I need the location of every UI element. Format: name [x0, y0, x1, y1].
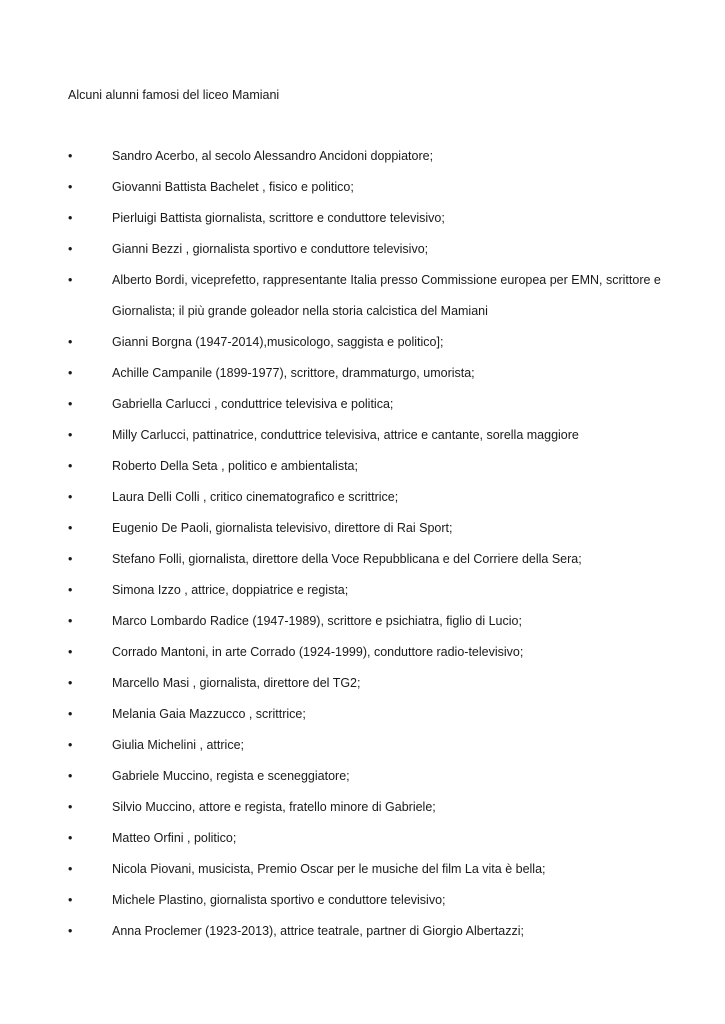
- list-item-text: Giulia Michelini , attrice;: [112, 738, 244, 752]
- bullet-icon: •: [68, 769, 73, 783]
- list-item-text: Pierluigi Battista giornalista, scrittore e conduttore televisivo;: [112, 211, 445, 225]
- list-item-text: Giovanni Battista Bachelet , fisico e politico;: [112, 180, 354, 194]
- list-item-text: Nicola Piovani, musicista, Premio Oscar per le musiche del film La vita è bella;: [112, 862, 546, 876]
- bullet-icon: •: [68, 614, 73, 628]
- list-item: [0, 239, 725, 270]
- list-item-text: Gabriella Carlucci , conduttrice televisiva e politica;: [112, 397, 394, 411]
- list-item-text: Stefano Folli, giornalista, direttore della Voce Repubblicana e del Corriere della Sera;: [112, 552, 582, 566]
- bullet-icon: •: [68, 676, 73, 690]
- list-item: [0, 611, 725, 642]
- bullet-icon: •: [68, 490, 73, 504]
- list-item: [0, 363, 725, 394]
- list-item-text: [112, 270, 672, 321]
- bullet-icon: •: [68, 738, 73, 752]
- list-item-text: Silvio Muccino, attore e regista, fratello minore di Gabriele;: [112, 800, 436, 814]
- bullet-icon: •: [68, 211, 73, 225]
- list-item-text: Milly Carlucci, pattinatrice, conduttrice televisiva, attrice e cantante, sorella maggiore: [112, 428, 579, 442]
- bullet-icon: •: [68, 180, 73, 194]
- list-item: [0, 270, 725, 332]
- bullet-icon: •: [68, 242, 73, 256]
- list-item-text: Marco Lombardo Radice (1947-1989), scrittore e psichiatra, figlio di Lucio;: [112, 614, 522, 628]
- list-item: [0, 394, 725, 425]
- list-item-text: Michele Plastino, giornalista sportivo e conduttore televisivo;: [112, 893, 446, 907]
- list-item-text: Laura Delli Colli , critico cinematografico e scrittrice;: [112, 490, 399, 504]
- list-item-text: Marcello Masi , giornalista, direttore del TG2;: [112, 676, 361, 690]
- list-item-text: Corrado Mantoni, in arte Corrado (1924-1999), conduttore radio-televisivo;: [112, 645, 524, 659]
- bullet-icon: •: [68, 924, 73, 938]
- bullet-icon: •: [68, 800, 73, 814]
- list-item-text: Matteo Orfini , politico;: [112, 831, 237, 845]
- list-item: [0, 425, 725, 456]
- list-item: [0, 208, 725, 239]
- document-title: Alcuni alunni famosi del liceo Mamiani: [68, 88, 280, 102]
- list-item: [0, 456, 725, 487]
- list-item-text: Gianni Borgna (1947-2014),musicologo, saggista e politico];: [112, 335, 444, 349]
- bullet-icon: •: [68, 428, 73, 442]
- list-item-text: Anna Proclemer (1923-2013), attrice teatrale, partner di Giorgio Albertazzi;: [112, 924, 525, 938]
- list-item-text: Gabriele Muccino, regista e sceneggiatore;: [112, 769, 350, 783]
- list-item-text: Melania Gaia Mazzucco , scrittrice;: [112, 707, 306, 721]
- bullet-icon: •: [68, 862, 73, 876]
- bullet-icon: •: [68, 459, 73, 473]
- bullet-icon: •: [68, 831, 73, 845]
- list-item: [0, 735, 725, 766]
- bullet-icon: •: [68, 583, 73, 597]
- bullet-icon: •: [68, 552, 73, 566]
- list-item: [0, 518, 725, 549]
- list-item: [0, 673, 725, 704]
- list-item: [0, 642, 725, 673]
- bullet-icon: •: [68, 273, 73, 287]
- list-item: [0, 487, 725, 518]
- list-item: [0, 890, 725, 921]
- bullet-icon: •: [68, 397, 73, 411]
- bullet-icon: •: [68, 366, 73, 380]
- list-item: [0, 859, 725, 890]
- bullet-icon: •: [68, 521, 73, 535]
- list-item-text: Achille Campanile (1899-1977), scrittore, drammaturgo, umorista;: [112, 366, 475, 380]
- bullet-icon: •: [68, 893, 73, 907]
- list-item-text: Simona Izzo , attrice, doppiatrice e regista;: [112, 583, 349, 597]
- list-item-text: Eugenio De Paoli, giornalista televisivo, direttore di Rai Sport;: [112, 521, 453, 535]
- list-item: [0, 332, 725, 363]
- list-item-text: Gianni Bezzi , giornalista sportivo e conduttore televisivo;: [112, 242, 429, 256]
- list-item: [0, 549, 725, 580]
- bullet-icon: •: [68, 335, 73, 349]
- list-item-continuation: Giornalista; il più grande goleador nella storia calcistica del Mamiani: [112, 304, 488, 318]
- list-item: [0, 766, 725, 797]
- list-item: [0, 704, 725, 735]
- list-item: [0, 177, 725, 208]
- list-item-text: Roberto Della Seta , politico e ambientalista;: [112, 459, 358, 473]
- list-item: [0, 921, 725, 952]
- list-item: [0, 797, 725, 828]
- list-item: [0, 828, 725, 859]
- bullet-icon: •: [68, 149, 73, 163]
- list-item: [0, 580, 725, 611]
- alumni-list: [0, 146, 725, 952]
- list-item-text: Sandro Acerbo, al secolo Alessandro Ancidoni doppiatore;: [112, 149, 434, 163]
- list-item: [0, 146, 725, 177]
- list-item-line: Alberto Bordi, viceprefetto, rappresentante Italia presso Commissione europea per EMN, scrittore e: [112, 273, 661, 287]
- bullet-icon: •: [68, 645, 73, 659]
- bullet-icon: •: [68, 707, 73, 721]
